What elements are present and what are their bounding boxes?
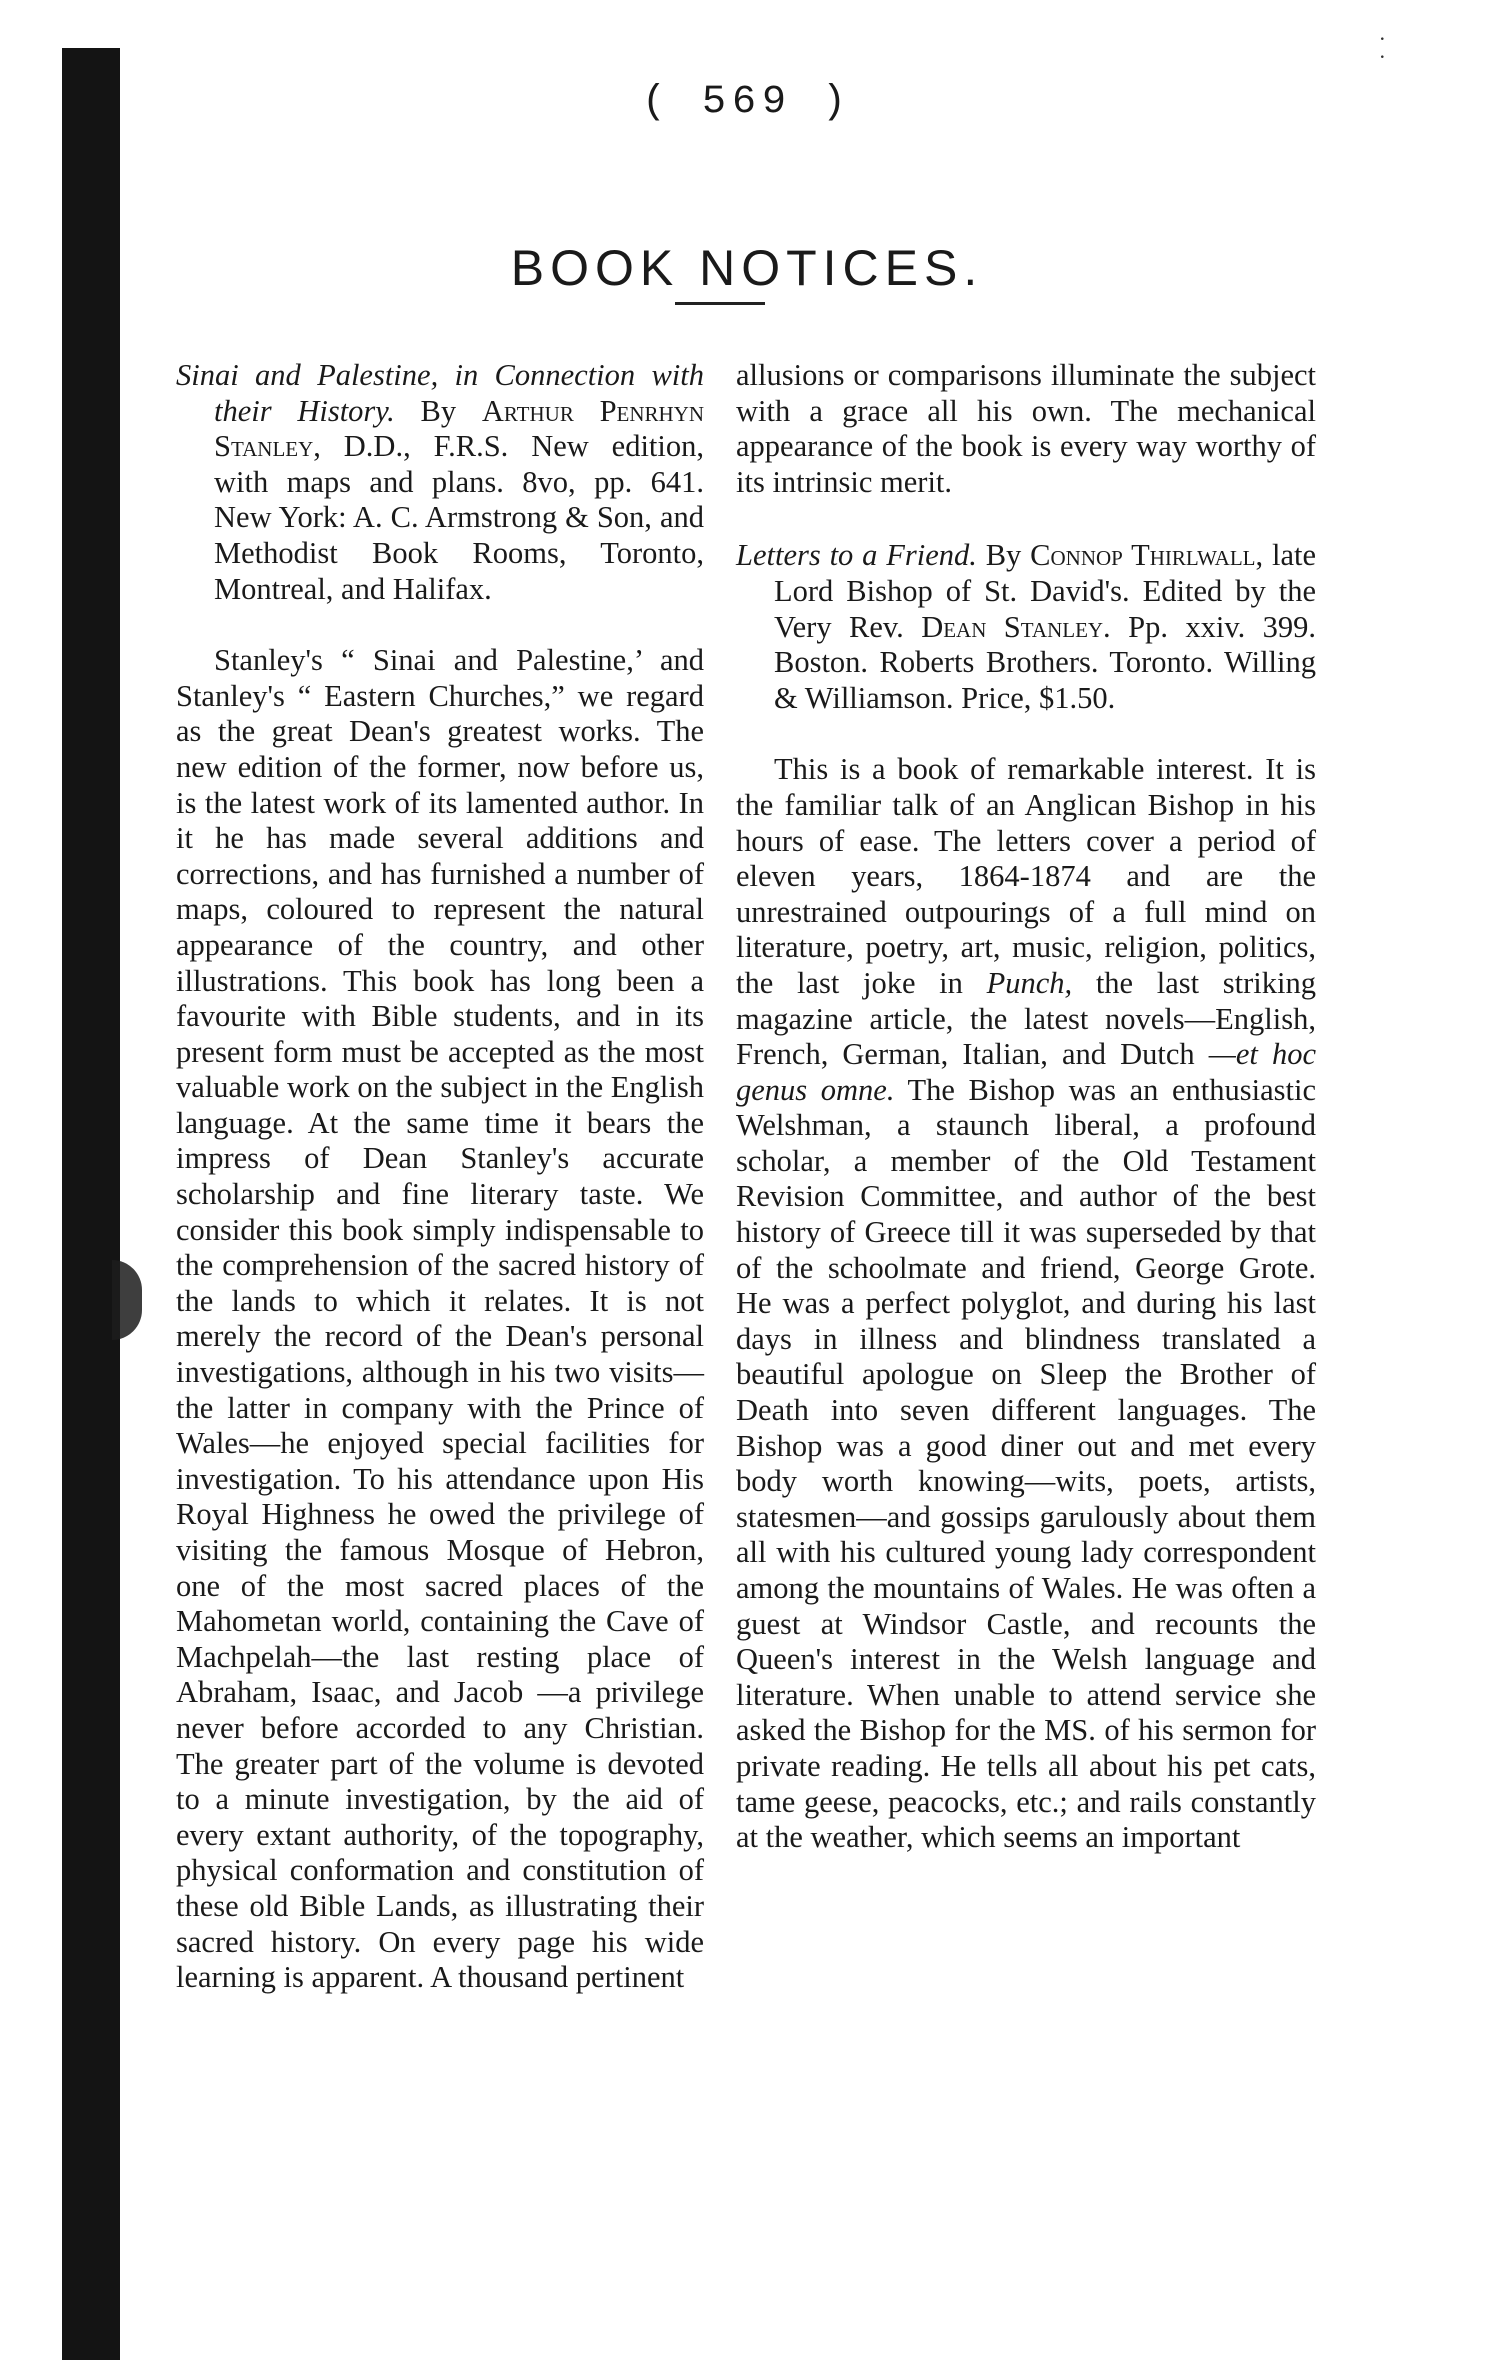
spacer: [736, 716, 1316, 752]
review-paragraph-sinai-continued: allusions or comparisons illuminate the subject with a grace all his own. The mechanical appearance of the book is every way worthy of its intrinsic merit.: [736, 358, 1316, 499]
review-paragraph-letters: [736, 752, 1316, 1855]
right-column: [736, 358, 1316, 1856]
section-title: BOOK NOTICES.: [510, 239, 984, 296]
scan-gutter-shadow: [62, 48, 120, 2360]
page-number: ( 569 ): [641, 80, 853, 125]
latin-phrase: —et hoc genus omne.: [736, 1037, 1317, 1107]
book-title: Letters to a Friend.: [736, 538, 977, 573]
review-text-1: This is a book of remarkable interest. It is the familiar talk of an Anglican Bishop in his hours of ease. The letters cover a period of eleven years, 1864-1874 and are the unrestrained outpourings of a full mind on literature, poetry, art, music, religion, politics, the last joke in: [736, 752, 1316, 1000]
scan-specks: · ·: [1378, 26, 1386, 69]
scan-gutter-fringe: [112, 1260, 142, 1340]
book-entry-sinai-and-palestine: [176, 358, 704, 607]
book-editor: Dean Stanley.: [921, 609, 1111, 644]
review-text-3: The Bishop was an enthusiastic Welshman, a staunch liberal, a profound scholar, a member of the Old Testament Revision Committee, and author of the best history of Greece till it was superseded by that of the schoolmate and friend, George Grote. He was a perfect polyglot, and during his last days in illness and blindness translated a beautiful apologue on Sleep the Brother of Death into seven different languages. The Bishop was a good diner out and met every body worth knowing—wits, poets, artists, statesmen—and gossips garulously about them all with his cultured young lady correspondent among the mountains of Wales. He was often a guest at Windsor Castle, and recounts the Queen's interest in the Welsh language and literature. When unable to attend service she asked the Bishop for the MS. of his sermon for private reading. He tells all about his pet cats, tame geese, peacocks, etc.; and rails constantly at the weather, which seems an important: [736, 1072, 1316, 1855]
spacer: [736, 500, 1316, 538]
review-text-2: the last striking magazine article, the latest novels—English, French, German, Italian, and Dutch: [736, 965, 1317, 1072]
left-column: [176, 358, 704, 1996]
book-entry-letters-to-a-friend: [736, 538, 1316, 716]
book-details: late Lord Bishop of St. David's. Edited by the Very Rev.: [774, 538, 1316, 644]
spacer: [176, 607, 704, 643]
book-title: Sinai and Palestine, in Connection with their History.: [176, 358, 704, 428]
book-details-2: Pp. xxiv. 399. Boston. Roberts Brothers. Toronto. Willing & Williamson. Price, $1.50.: [774, 609, 1317, 715]
title-rule: [675, 302, 765, 305]
book-author: Arthur Penrhyn Stanley, D.D., F.R.S.: [214, 393, 705, 464]
review-paragraph-sinai: Stanley's “ Sinai and Palestine,’ and Stanley's “ Eastern Churches,” we regard as the great Dean's greatest works. The new edition of the former, now before us, is the latest work of its lamented author. In it he has made several additions and corrections, and has furnished a number of maps, coloured to represent the natural appearance of the country, and other illustrations. This book has long been a favourite with Bible students, and in its present form must be accepted as the most valuable work on the subject in the English language. At the same time it bears the impress of Dean Stanley's accurate scholarship and fine literary taste. We consider this book simply indispensable to the comprehension of the sacred history of the lands to which it relates. It is not merely the record of the Dean's personal investigations, although in his two visits—the latter in company with the Prince of Wales—he enjoyed special facilities for investigation. To his attendance upon His Royal Highness he owed the privilege of visiting the famous Mosque of Hebron, one of the most sacred places of the Mahometan world, containing the Cave of Machpelah—the last resting place of Abraham, Isaac, and Jacob —a privilege never before accorded to any Christian. The greater part of the volume is devoted to a minute investigation, by the aid of every extant authority, of the topography, physical conformation and constitution of these old Bible Lands, as illustrating their sacred history. On every page his wide learning is apparent. A thousand pertinent: [176, 643, 704, 1995]
by-word: By: [420, 393, 457, 428]
punch-title: Punch,: [986, 965, 1073, 1000]
book-details: New edition, with maps and plans. 8vo, pp. 641. New York: A. C. Armstrong & Son, and Methodist Book Rooms, Toronto, Montreal, and Halifax.: [214, 429, 704, 606]
book-author: Connop Thirlwall,: [1030, 538, 1264, 573]
by-word: By: [985, 538, 1022, 573]
